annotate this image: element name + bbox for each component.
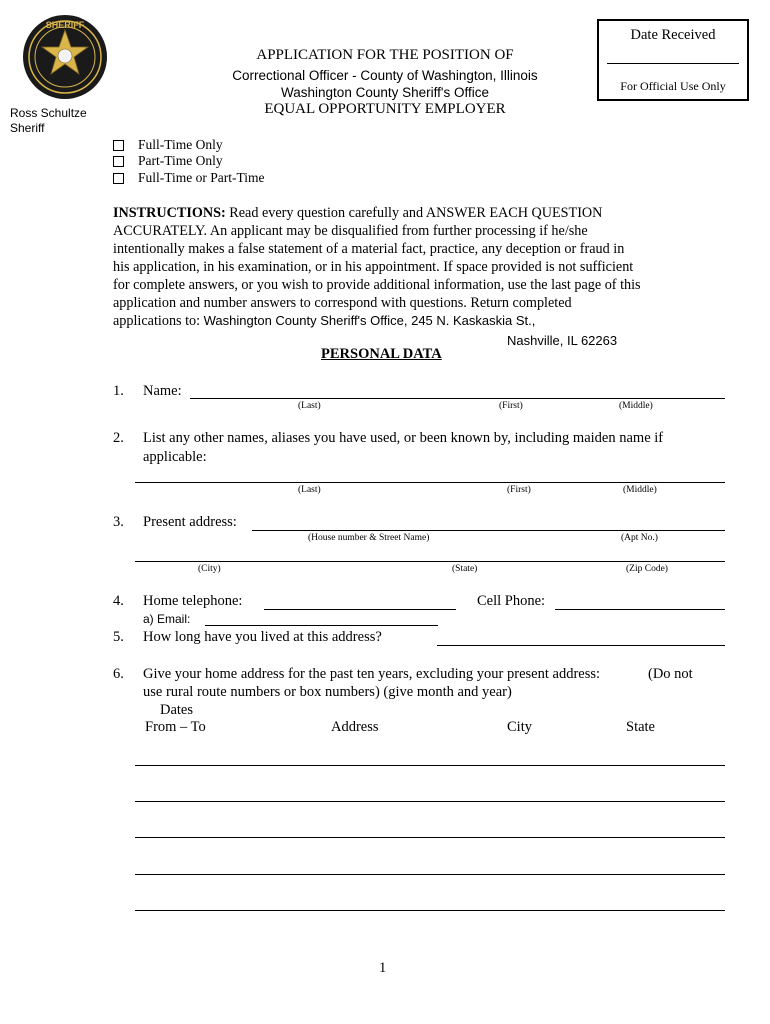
form-subtitle-position: Correctional Officer - County of Washington, Illinois	[232, 68, 538, 83]
address-history-question-note: (Do not	[648, 666, 693, 682]
address-history-row-line[interactable]	[135, 874, 725, 875]
option-part-time[interactable]	[113, 153, 223, 169]
return-address-line2: Nashville, IL 62263	[507, 333, 618, 348]
return-address-line1: Washington County Sheriff's Office, 245 N. Kaskaskia St.,	[203, 313, 536, 328]
question-number: 5.	[113, 629, 124, 645]
home-telephone-input-line[interactable]	[264, 609, 456, 610]
column-header-state: State	[626, 719, 655, 735]
option-label: Part-Time Only	[138, 153, 223, 168]
caption-first: (First)	[507, 485, 531, 495]
caption-zip: (Zip Code)	[626, 564, 668, 574]
option-full-time[interactable]	[113, 137, 223, 153]
caption-first: (First)	[499, 401, 523, 411]
column-header-dates: Dates	[160, 702, 194, 718]
question-number: 3.	[113, 514, 124, 530]
checkbox[interactable]	[113, 156, 124, 167]
instructions-label: INSTRUCTIONS:	[113, 205, 226, 221]
years-at-address-input-line[interactable]	[437, 645, 725, 646]
option-full-or-part-time[interactable]	[113, 170, 265, 186]
form-subtitle-office: Washington County Sheriff's Office	[281, 85, 489, 100]
address-history-question-line1: Give your home address for the past ten years, excluding your present address:	[143, 666, 601, 682]
question-number: 6.	[113, 666, 124, 682]
question-number: 2.	[113, 430, 124, 446]
address-history-row-line[interactable]	[135, 765, 725, 766]
present-address-label: Present address:	[143, 514, 237, 530]
city-state-zip-input-line[interactable]	[135, 561, 725, 562]
sheriff-title: Sheriff	[10, 121, 45, 135]
equal-opportunity-statement: EQUAL OPPORTUNITY EMPLOYER	[264, 101, 506, 117]
question-number: 4.	[113, 593, 124, 609]
cell-phone-label: Cell Phone:	[477, 593, 546, 609]
svg-text:SHERIFF: SHERIFF	[45, 20, 85, 30]
years-at-address-label: How long have you lived at this address?	[143, 629, 382, 645]
option-label: Full-Time Only	[138, 137, 223, 152]
aliases-question-line2: applicable:	[143, 449, 207, 465]
checkbox[interactable]	[113, 173, 124, 184]
aliases-question-line1: List any other names, aliases you have used, or been known by, including maiden name if	[143, 430, 664, 446]
name-label: Name:	[143, 383, 182, 399]
cell-phone-input-line[interactable]	[555, 609, 725, 610]
page-number: 1	[379, 960, 387, 976]
column-header-city: City	[507, 719, 532, 735]
sheriff-badge-logo	[22, 14, 108, 100]
instructions-body: Read every question carefully and ANSWER EACH QUESTION ACCURATELY. An applicant may be disqualified from further processing if he/she intentionally makes a false statement of a material fact, practice, any deception or fraud in his application, in his examination, or in his appointment. If space provided is not sufficient for complete answers, or you wish to provide additional information, use the last page of this application and number answers to correspond with questions. Return completed applications to:	[113, 205, 641, 329]
address-history-row-line[interactable]	[135, 910, 725, 911]
question-number: 1.	[113, 383, 124, 399]
caption-street: (House number & Street Name)	[308, 533, 430, 543]
option-label: Full-Time or Part-Time	[138, 170, 265, 185]
instructions-paragraph	[113, 204, 643, 330]
street-address-input-line[interactable]	[252, 530, 725, 531]
caption-apt: (Apt No.)	[621, 533, 658, 543]
checkbox[interactable]	[113, 140, 124, 151]
aliases-input-line[interactable]	[135, 482, 725, 483]
caption-last: (Last)	[298, 485, 321, 495]
date-received-line	[607, 63, 739, 64]
sheriff-name: Ross Schultze	[10, 106, 87, 120]
email-input-line[interactable]	[205, 625, 438, 626]
caption-middle: (Middle)	[623, 485, 657, 495]
home-telephone-label: Home telephone:	[143, 593, 243, 609]
address-history-row-line[interactable]	[135, 837, 725, 838]
caption-last: (Last)	[298, 401, 321, 411]
caption-city: (City)	[198, 564, 221, 574]
email-label: a) Email:	[143, 612, 191, 626]
address-history-row-line[interactable]	[135, 801, 725, 802]
caption-middle: (Middle)	[619, 401, 653, 411]
caption-state: (State)	[452, 564, 478, 574]
date-received-label: Date Received	[630, 27, 716, 43]
column-header-from-to: From – To	[145, 719, 206, 735]
address-history-question-line2: use rural route numbers or box numbers) (give month and year)	[143, 684, 512, 700]
form-title: APPLICATION FOR THE POSITION OF	[256, 47, 514, 63]
name-input-line[interactable]	[190, 398, 725, 399]
section-title-personal-data: PERSONAL DATA	[321, 346, 442, 362]
official-use-box	[597, 19, 749, 101]
official-use-label: For Official Use Only	[620, 79, 726, 93]
sheriff-signature-block	[10, 106, 87, 136]
column-header-address: Address	[331, 719, 379, 735]
